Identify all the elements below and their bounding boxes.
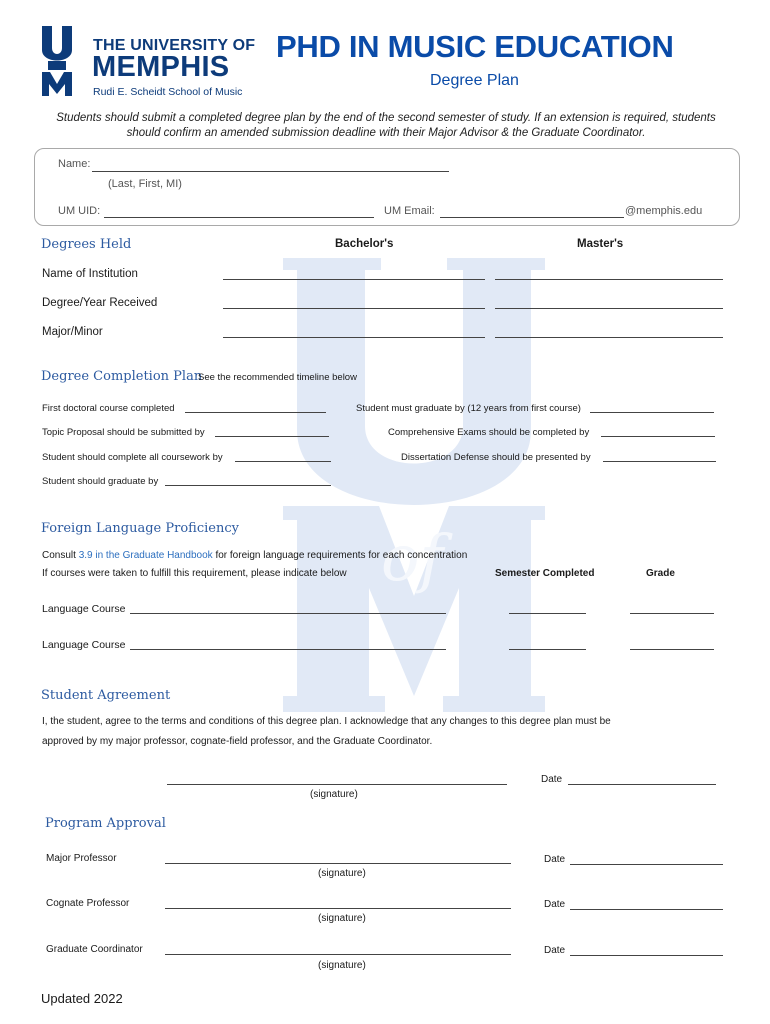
- language-heading: Foreign Language Proficiency: [41, 521, 239, 536]
- topic-proposal-label: Topic Proposal should be submitted by: [42, 427, 205, 438]
- uid-label: UM UID:: [58, 205, 101, 217]
- watermark-of-text: of: [381, 522, 444, 596]
- consult-text: [42, 550, 467, 561]
- university-line1: THE UNIVERSITY OF: [93, 37, 256, 54]
- first-course-label: First doctoral course completed: [42, 403, 175, 414]
- first-course-field[interactable]: [185, 412, 326, 413]
- name-label: Name:: [58, 158, 91, 170]
- name-field[interactable]: [92, 171, 449, 172]
- graduate-coordinator-label: Graduate Coordinator: [46, 944, 143, 955]
- uid-field[interactable]: [104, 217, 374, 218]
- coordinator-date-label: Date: [544, 945, 566, 956]
- student-signature-field[interactable]: [167, 784, 507, 785]
- email-label: UM Email:: [384, 205, 435, 217]
- semester-column-header: Semester Completed: [495, 568, 595, 579]
- topic-proposal-field[interactable]: [215, 436, 329, 437]
- graduate-by-field[interactable]: [165, 485, 331, 486]
- footer-updated: Updated 2022: [41, 991, 123, 1006]
- cognate-professor-label: Cognate Professor: [46, 898, 130, 909]
- page-title: PHD IN MUSIC EDUCATION: [276, 29, 674, 64]
- uofm-logo-icon: [41, 26, 73, 96]
- coursework-label: Student should complete all coursework by: [42, 452, 223, 463]
- major-date-label: Date: [544, 854, 566, 865]
- student-date-label: Date: [541, 774, 563, 785]
- masters-degree-year-field[interactable]: [495, 308, 723, 309]
- completion-plan-heading: Degree Completion Plan: [41, 369, 203, 384]
- major-signature-caption: (signature): [318, 868, 366, 879]
- graduate-by-label: Student should graduate by: [42, 476, 159, 487]
- degrees-held-heading: Degrees Held: [41, 237, 132, 252]
- cognate-date-field[interactable]: [570, 909, 723, 910]
- agreement-text-line2: approved by my major professor, cognate-field professor, and the Graduate Coordinator.: [42, 736, 433, 747]
- approval-heading: Program Approval: [45, 816, 166, 831]
- bachelors-institution-field[interactable]: [223, 279, 485, 280]
- bachelors-column-header: Bachelor's: [335, 238, 394, 250]
- email-field[interactable]: [440, 217, 624, 218]
- cognate-professor-signature-field[interactable]: [165, 908, 511, 909]
- major-professor-label: Major Professor: [46, 853, 117, 864]
- major-minor-label: Major/Minor: [42, 326, 103, 338]
- language-course-2-field[interactable]: [130, 649, 446, 650]
- language-course-2-grade-field[interactable]: [630, 649, 714, 650]
- language-course-1-semester-field[interactable]: [509, 613, 586, 614]
- degree-year-label: Degree/Year Received: [42, 297, 158, 309]
- completion-plan-note: See the recommended timeline below: [198, 372, 357, 383]
- language-course-1-label: Language Course: [42, 603, 126, 615]
- if-courses-text: If courses were taken to fulfill this requirement, please indicate below: [42, 568, 347, 579]
- masters-major-minor-field[interactable]: [495, 337, 723, 338]
- bachelors-degree-year-field[interactable]: [223, 308, 485, 309]
- language-course-1-field[interactable]: [130, 613, 446, 614]
- page-subtitle: Degree Plan: [430, 72, 519, 89]
- language-course-2-semester-field[interactable]: [509, 649, 586, 650]
- name-hint: (Last, First, MI): [108, 178, 182, 190]
- graduate-by-12-label: Student must graduate by (12 years from first course): [356, 403, 581, 414]
- language-course-2-label: Language Course: [42, 639, 126, 651]
- comp-exams-field[interactable]: [601, 436, 715, 437]
- graduate-by-12-field[interactable]: [590, 412, 714, 413]
- agreement-text-line1: I, the student, agree to the terms and conditions of this degree plan. I acknowledge that any changes to this degree plan must be: [42, 716, 611, 727]
- masters-column-header: Master's: [577, 238, 624, 250]
- coordinator-date-field[interactable]: [570, 955, 723, 956]
- student-date-field[interactable]: [568, 784, 716, 785]
- coordinator-signature-caption: (signature): [318, 960, 366, 971]
- email-suffix: @memphis.edu: [625, 205, 703, 217]
- grade-column-header: Grade: [646, 568, 675, 579]
- coordinator-signature-field[interactable]: [165, 954, 511, 955]
- consult-suffix: for foreign language requirements for each concentration: [212, 550, 468, 561]
- cognate-signature-caption: (signature): [318, 913, 366, 924]
- language-course-1-grade-field[interactable]: [630, 613, 714, 614]
- consult-prefix: Consult: [42, 550, 79, 561]
- cognate-date-label: Date: [544, 899, 566, 910]
- school-name: Rudi E. Scheidt School of Music: [93, 86, 243, 98]
- student-signature-caption: (signature): [310, 789, 358, 800]
- coursework-field[interactable]: [235, 461, 331, 462]
- defense-label: Dissertation Defense should be presented by: [401, 452, 591, 463]
- major-professor-signature-field[interactable]: [165, 863, 511, 864]
- major-date-field[interactable]: [570, 864, 723, 865]
- defense-field[interactable]: [603, 461, 716, 462]
- intro-text: Students should submit a completed degree plan by the end of the second semester of study. If an extension is required, students should confirm an amended submission deadline with their Major Advisor & the Graduate Coordinator.: [56, 112, 716, 139]
- bachelors-major-minor-field[interactable]: [223, 337, 485, 338]
- university-line2: MEMPHIS: [92, 51, 230, 83]
- agreement-heading: Student Agreement: [41, 688, 171, 703]
- institution-label: Name of Institution: [42, 268, 138, 280]
- comp-exams-label: Comprehensive Exams should be completed by: [388, 427, 590, 438]
- graduate-handbook-link[interactable]: 3.9 in the Graduate Handbook: [78, 550, 213, 561]
- masters-institution-field[interactable]: [495, 279, 723, 280]
